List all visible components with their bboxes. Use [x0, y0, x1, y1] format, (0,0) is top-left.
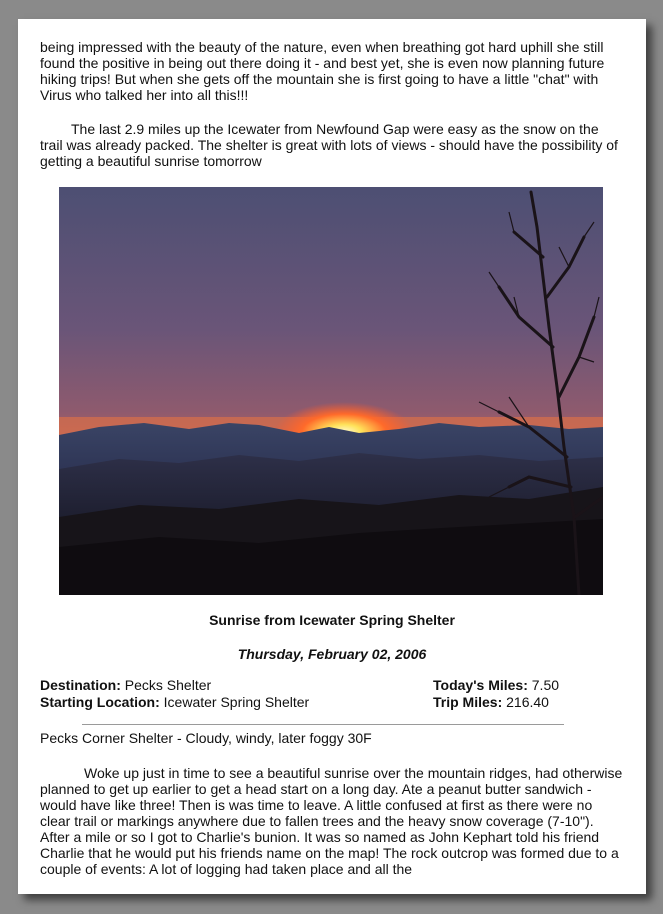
- divider: [82, 724, 564, 725]
- starting-location-label: Starting Location:: [40, 694, 160, 710]
- destination-label: Destination:: [40, 677, 121, 693]
- paragraph-1: being impressed with the beauty of the nature, even when breathing got hard uphill she still found the positive in being out there doing it - and best yet, she is even now planning future hiking trips! But when she gets off the mountain she is first going to have a little "chat" with Virus who talked her into all this!!!: [40, 39, 605, 103]
- destination-row: [40, 677, 309, 694]
- trip-miles-value: 216.40: [506, 694, 549, 710]
- photo-caption: Sunrise from Icewater Spring Shelter: [209, 612, 455, 628]
- trip-miles-label: Trip Miles:: [433, 694, 503, 710]
- entry-date: Thursday, February 02, 2006: [237, 646, 427, 662]
- todays-miles-value: 7.50: [531, 677, 560, 693]
- entry-info-left: [40, 677, 309, 711]
- todays-miles-label: Today's Miles:: [433, 677, 528, 693]
- paragraph-2: The last 2.9 miles up the Icewater from Newfound Gap were easy as the snow on the trail was already packed. The shelter is great with lots of views - should have the possibility of getting a beautiful sunrise tomorrow: [40, 121, 618, 169]
- paragraph-3: Woke up just in time to see a beautiful sunrise over the mountain ridges, had otherwise planned to get up earlier to get a head start on a long day. Ate a peanut butter sandwich - would have like three! Then is was time to leave. A little confused at first as there were no clear trail or markings anywhere due to fallen trees and the heavy snow coverage (7-10"). After a mile or so I got to Charlie's bunion. It was so named as John Kephart told his friend Charlie that he would put his friends name on the map! The rock outcrop was formed due to a couple of events: A lot of logging had taken place and all the: [40, 765, 623, 877]
- trip-miles-row: [433, 694, 559, 711]
- todays-miles-row: [433, 677, 559, 694]
- destination-value: Pecks Shelter: [124, 677, 212, 693]
- document-page: [18, 19, 646, 894]
- sunrise-photo: [59, 187, 603, 595]
- shelter-weather-line: Pecks Corner Shelter - Cloudy, windy, later foggy 30F: [40, 730, 372, 746]
- starting-location-row: [40, 694, 309, 711]
- entry-info-right: [433, 677, 559, 711]
- starting-location-value: Icewater Spring Shelter: [163, 694, 310, 710]
